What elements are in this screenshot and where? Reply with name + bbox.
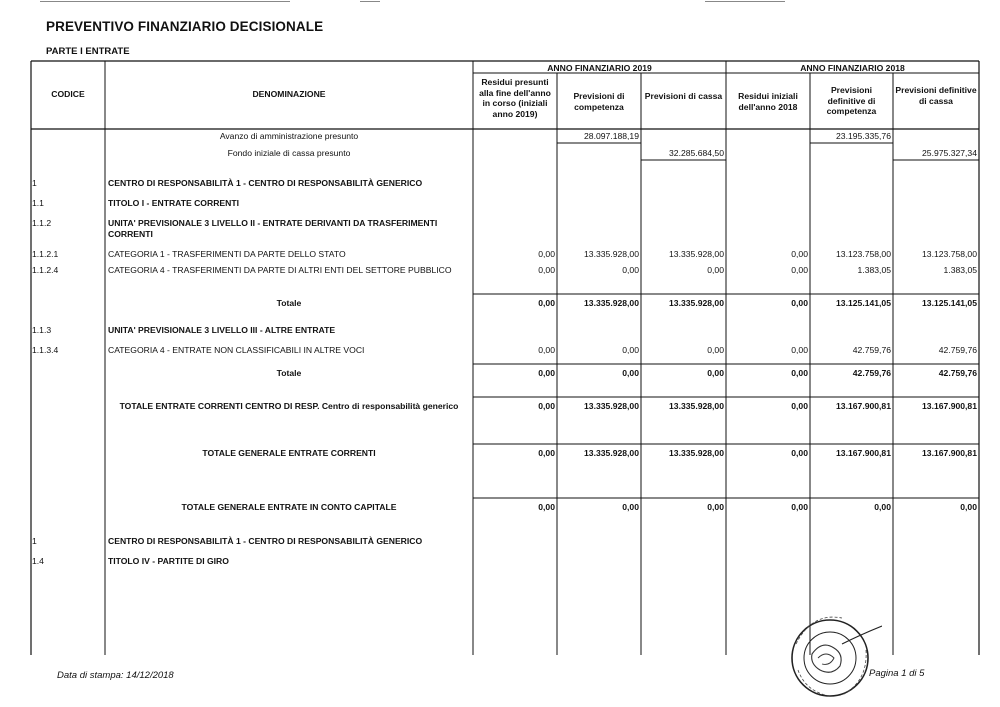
row-value: 42.759,76	[852, 368, 891, 378]
row-code: 1.1	[32, 198, 44, 208]
row-description: TOTALE GENERALE ENTRATE IN CONTO CAPITALE	[181, 502, 397, 512]
row-code: 1	[32, 536, 37, 546]
row-code: 1.1.2	[32, 218, 52, 228]
row-value: 28.097.188,19	[584, 131, 639, 141]
row-value: 13.123.758,00	[836, 249, 891, 259]
row-description: TITOLO IV - PARTITE DI GIRO	[108, 556, 229, 566]
row-value: 0,00	[622, 345, 639, 355]
row-value: 42.759,76	[852, 345, 891, 355]
row-description: Totale	[276, 298, 302, 308]
row-value: 0,00	[538, 502, 555, 512]
row-value: 13.335.928,00	[669, 448, 724, 458]
header-previsioni-definitive-cassa: Previsioni definitive di cassa	[895, 85, 977, 106]
row-value: 32.285.684,50	[669, 148, 724, 158]
header-year-2019: ANNO FINANZIARIO 2019	[547, 63, 652, 73]
row-value: 42.759,76	[938, 368, 977, 378]
row-value: 13.335.928,00	[584, 249, 639, 259]
row-value: 0,00	[707, 502, 724, 512]
row-description: CENTRO DI RESPONSABILITÀ 1 - CENTRO DI RESPONSABILITÀ GENERICO	[108, 178, 423, 188]
row-value: 13.335.928,00	[584, 401, 639, 411]
header-codice: CODICE	[51, 89, 85, 99]
row-value: 25.975.327,34	[922, 148, 977, 158]
row-value: 13.167.900,81	[922, 401, 977, 411]
row-description: Avanzo di amministrazione presunto	[219, 131, 359, 141]
row-description: CATEGORIA 4 - ENTRATE NON CLASSIFICABILI IN ALTRE VOCI	[108, 345, 365, 355]
row-value: 0,00	[538, 249, 555, 259]
row-value: 13.125.141,05	[836, 298, 891, 308]
row-value: 13.335.928,00	[584, 448, 639, 458]
row-description: Totale	[276, 368, 302, 378]
print-date: Data di stampa: 14/12/2018	[57, 670, 174, 681]
row-value: 0,00	[707, 265, 724, 275]
row-value: 0,00	[538, 368, 555, 378]
row-code: 1.1.2.1	[32, 249, 59, 259]
row-value: 0,00	[622, 368, 639, 378]
row-value: 0,00	[791, 401, 808, 411]
row-value: 13.123.758,00	[922, 249, 977, 259]
row-description: TOTALE ENTRATE CORRENTI CENTRO DI RESP. Centro di responsabilità generico	[119, 401, 459, 411]
row-code: 1.1.3	[32, 325, 52, 335]
row-value: 0,00	[538, 345, 555, 355]
row-code: 1	[32, 178, 37, 188]
row-value: 0,00	[622, 265, 639, 275]
row-value: 0,00	[791, 502, 808, 512]
row-value: 42.759,76	[938, 345, 977, 355]
row-value: 23.195.335,76	[836, 131, 891, 141]
row-value: 13.335.928,00	[584, 298, 639, 308]
row-description: UNITA' PREVISIONALE 3 LIVELLO II - ENTRATE DERIVANTI DA TRASFERIMENTI CORRENTI	[108, 218, 438, 239]
row-description: TITOLO I - ENTRATE CORRENTI	[108, 198, 239, 208]
row-description: CATEGORIA 4 - TRASFERIMENTI DA PARTE DI ALTRI ENTI DEL SETTORE PUBBLICO	[108, 265, 452, 275]
header-denominazione: DENOMINAZIONE	[252, 89, 326, 99]
row-value: 0,00	[791, 249, 808, 259]
row-code: 1.4	[32, 556, 44, 566]
section-subtitle: PARTE I ENTRATE	[46, 46, 130, 57]
row-value: 0,00	[791, 448, 808, 458]
row-code: 1.1.2.4	[32, 265, 59, 275]
header-previsioni-definitive-competenza: Previsioni definitive di competenza	[826, 85, 877, 116]
row-code: 1.1.3.4	[32, 345, 59, 355]
row-value: 0,00	[874, 502, 891, 512]
header-previsioni-competenza: Previsioni di competenza	[573, 91, 625, 112]
row-value: 13.125.141,05	[922, 298, 977, 308]
row-value: 0,00	[791, 345, 808, 355]
header-previsioni-cassa: Previsioni di cassa	[644, 91, 723, 101]
page-title: PREVENTIVO FINANZIARIO DECISIONALE	[46, 19, 324, 34]
row-value: 0,00	[622, 502, 639, 512]
row-value: 13.167.900,81	[836, 401, 891, 411]
row-value: 13.335.928,00	[669, 298, 724, 308]
row-value: 0,00	[707, 368, 724, 378]
row-value: 1.383,05	[943, 265, 977, 275]
row-value: 0,00	[538, 265, 555, 275]
row-description: UNITA' PREVISIONALE 3 LIVELLO III - ALTRE ENTRATE	[108, 325, 336, 335]
row-value: 0,00	[538, 298, 555, 308]
row-value: 13.167.900,81	[836, 448, 891, 458]
row-value: 13.335.928,00	[669, 401, 724, 411]
official-seal-stamp	[782, 604, 882, 704]
header-residui-presunti: Residui presunti alla fine dell'anno in corso (iniziali anno 2019)	[479, 77, 551, 119]
page-number: Pagina 1 di 5	[869, 668, 925, 679]
row-value: 0,00	[960, 502, 977, 512]
row-value: 1.383,05	[857, 265, 891, 275]
row-value: 13.167.900,81	[922, 448, 977, 458]
header-year-2018: ANNO FINANZIARIO 2018	[800, 63, 905, 73]
row-value: 0,00	[791, 265, 808, 275]
row-value: 0,00	[791, 368, 808, 378]
row-value: 13.335.928,00	[669, 249, 724, 259]
row-description: Fondo iniziale di cassa presunto	[227, 148, 351, 158]
header-residui-iniziali: Residui iniziali dell'anno 2018	[738, 91, 798, 112]
row-description: TOTALE GENERALE ENTRATE CORRENTI	[202, 448, 376, 458]
row-description: CENTRO DI RESPONSABILITÀ 1 - CENTRO DI RESPONSABILITÀ GENERICO	[108, 536, 423, 546]
row-value: 0,00	[707, 345, 724, 355]
row-value: 0,00	[791, 298, 808, 308]
row-value: 0,00	[538, 448, 555, 458]
row-value: 0,00	[538, 401, 555, 411]
row-description: CATEGORIA 1 - TRASFERIMENTI DA PARTE DELLO STATO	[108, 249, 346, 259]
